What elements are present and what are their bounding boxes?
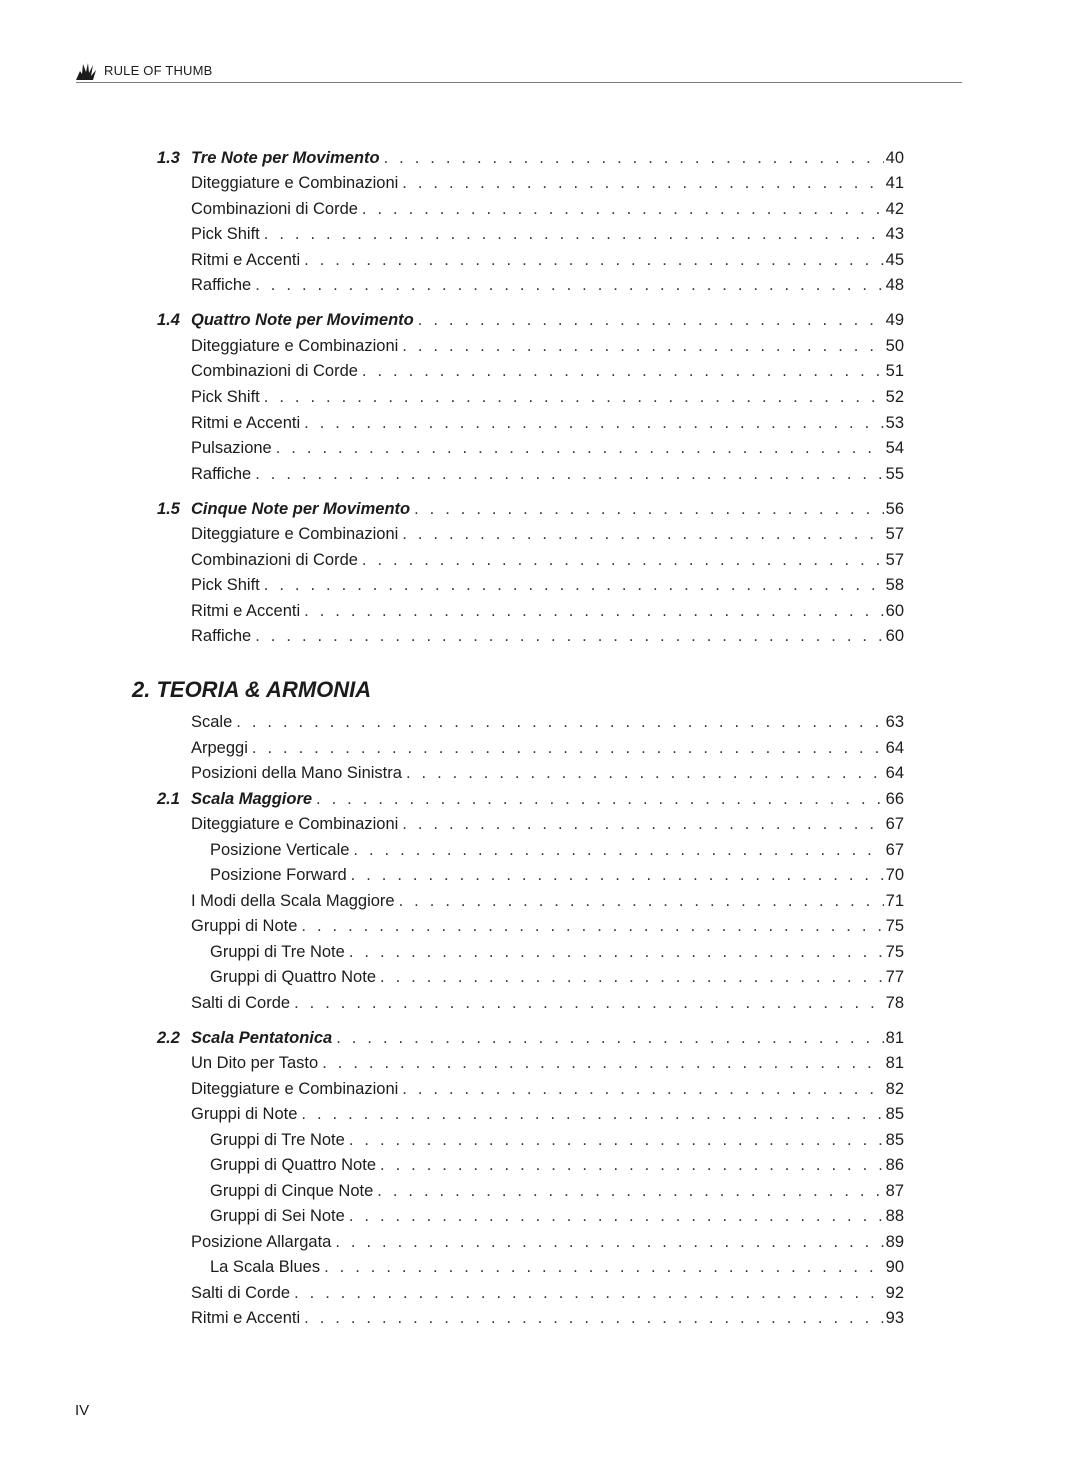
toc-entry [191, 171, 904, 195]
toc-entry [191, 1077, 904, 1101]
toc-subentry [210, 1179, 904, 1203]
toc-entry [191, 624, 904, 648]
entry-page: 66 [885, 790, 904, 808]
dot-leader [402, 812, 883, 836]
entry-page: 55 [885, 465, 904, 483]
entry-page: 64 [885, 764, 904, 782]
entry-title: Diteggiature e Combinazioni [191, 174, 399, 192]
entry-title: Ritmi e Accenti [191, 1309, 301, 1327]
dot-leader [399, 889, 884, 913]
entry-title: Ritmi e Accenti [191, 414, 301, 432]
toc-subentry [210, 838, 904, 862]
entry-page: 88 [885, 1207, 904, 1225]
dot-leader [402, 334, 883, 358]
entry-page: 86 [885, 1156, 904, 1174]
section-number: 1.5 [157, 500, 180, 518]
entry-page: 42 [885, 200, 904, 218]
dot-leader [362, 359, 884, 383]
entry-title: Ritmi e Accenti [191, 251, 301, 269]
entry-title: Posizione Allargata [191, 1233, 332, 1251]
entry-page: 63 [885, 713, 904, 731]
dot-leader [380, 965, 884, 989]
entry-page: 52 [885, 388, 904, 406]
dot-leader [301, 914, 883, 938]
toc-section-entry [157, 787, 904, 811]
entry-page: 82 [885, 1080, 904, 1098]
toc-subentry [210, 1153, 904, 1177]
toc-entry [191, 522, 904, 546]
entry-title: I Modi della Scala Maggiore [191, 892, 395, 910]
entry-page: 50 [885, 337, 904, 355]
dot-leader [304, 599, 884, 623]
dot-leader [236, 710, 883, 734]
toc-entry [191, 273, 904, 297]
entry-title: Diteggiature e Combinazioni [191, 525, 399, 543]
entry-page: 48 [885, 276, 904, 294]
dot-leader [264, 573, 884, 597]
dot-leader [252, 736, 884, 760]
entry-title: Pick Shift [191, 576, 260, 594]
toc-entry [191, 1306, 904, 1330]
chapter-heading: 2. TEORIA & ARMONIA [132, 677, 372, 702]
entry-page: 75 [885, 917, 904, 935]
entry-title: Gruppi di Quattro Note [210, 1156, 376, 1174]
dot-leader [380, 1153, 884, 1177]
toc-entry [191, 436, 904, 460]
entry-page: 40 [885, 149, 904, 167]
entry-page: 51 [885, 362, 904, 380]
dot-leader [294, 991, 884, 1015]
dot-leader [335, 1230, 883, 1254]
entry-page: 45 [885, 251, 904, 269]
entry-title: Diteggiature e Combinazioni [191, 337, 399, 355]
dot-leader [402, 171, 883, 195]
toc-entry [191, 991, 904, 1015]
dot-leader [255, 462, 883, 486]
entry-page: 64 [885, 739, 904, 757]
entry-title: La Scala Blues [210, 1258, 321, 1276]
toc-entry [191, 1230, 904, 1254]
entry-page: 89 [885, 1233, 904, 1251]
toc-subentry [210, 1255, 904, 1279]
entry-title: Gruppi di Note [191, 917, 298, 935]
entry-title: Diteggiature e Combinazioni [191, 1080, 399, 1098]
entry-page: 77 [885, 968, 904, 986]
entry-title: Gruppi di Cinque Note [210, 1182, 374, 1200]
entry-page: 60 [885, 627, 904, 645]
toc-entry [191, 1281, 904, 1305]
entry-title: Scala Maggiore [191, 790, 313, 808]
toc-entry [191, 599, 904, 623]
entry-title: Posizione Verticale [210, 841, 350, 859]
dot-leader [304, 1306, 884, 1330]
entry-page: 53 [885, 414, 904, 432]
entry-page: 67 [885, 815, 904, 833]
entry-page: 81 [885, 1029, 904, 1047]
entry-title: Combinazioni di Corde [191, 362, 358, 380]
dot-leader [304, 411, 884, 435]
entry-title: Diteggiature e Combinazioni [191, 815, 399, 833]
toc-entry [191, 334, 904, 358]
toc-entry [191, 761, 904, 785]
toc-entry [191, 359, 904, 383]
entry-page: 41 [885, 174, 904, 192]
entry-title: Un Dito per Tasto [191, 1054, 319, 1072]
entry-title: Gruppi di Tre Note [210, 943, 345, 961]
dot-leader [264, 222, 884, 246]
toc-subentry [210, 1204, 904, 1228]
dot-leader [402, 522, 883, 546]
entry-title: Salti di Corde [191, 1284, 291, 1302]
toc-subentry [210, 965, 904, 989]
dot-leader [377, 1179, 883, 1203]
section-number: 1.4 [157, 311, 180, 329]
entry-title: Gruppi di Note [191, 1105, 298, 1123]
dot-leader [255, 273, 883, 297]
toc-entry [191, 222, 904, 246]
entry-page: 93 [885, 1309, 904, 1327]
toc-section-entry [157, 146, 904, 170]
entry-title: Posizione Forward [210, 866, 347, 884]
entry-title: Gruppi di Sei Note [210, 1207, 345, 1225]
dot-leader [264, 385, 884, 409]
entry-page: 71 [885, 892, 904, 910]
entry-title: Raffiche [191, 276, 252, 294]
dot-leader [353, 838, 883, 862]
toc-section-entry [157, 497, 904, 521]
dot-leader [324, 1255, 884, 1279]
dot-leader [349, 1204, 884, 1228]
entry-title: Tre Note per Movimento [191, 149, 380, 167]
entry-page: 85 [885, 1105, 904, 1123]
toc-entry [191, 736, 904, 760]
entry-page: 43 [885, 225, 904, 243]
entry-page: 81 [885, 1054, 904, 1072]
entry-title: Cinque Note per Movimento [191, 500, 411, 518]
toc-entry [191, 812, 904, 836]
entry-page: 78 [885, 994, 904, 1012]
entry-page: 58 [885, 576, 904, 594]
entry-title: Gruppi di Tre Note [210, 1131, 345, 1149]
dot-leader [322, 1051, 883, 1075]
dot-leader [418, 308, 884, 332]
entry-page: 90 [885, 1258, 904, 1276]
entry-page: 67 [885, 841, 904, 859]
entry-page: 57 [885, 551, 904, 569]
entry-page: 87 [885, 1182, 904, 1200]
dot-leader [349, 940, 884, 964]
section-number: 1.3 [157, 149, 180, 167]
dot-leader [362, 197, 884, 221]
entry-title: Salti di Corde [191, 994, 291, 1012]
entry-page: 60 [885, 602, 904, 620]
entry-title: Quattro Note per Movimento [191, 311, 414, 329]
dot-leader [255, 624, 883, 648]
dot-leader [351, 863, 884, 887]
entry-title: Pick Shift [191, 225, 260, 243]
entry-page: 75 [885, 943, 904, 961]
dot-leader [316, 787, 884, 811]
toc-entry [191, 411, 904, 435]
entry-title: Combinazioni di Corde [191, 551, 358, 569]
dot-leader [349, 1128, 884, 1152]
entry-title: Arpeggi [191, 739, 248, 757]
page-number: IV [75, 1402, 90, 1419]
entry-title: Combinazioni di Corde [191, 200, 358, 218]
toc-subentry [210, 1128, 904, 1152]
entry-title: Raffiche [191, 627, 252, 645]
toc-entry [191, 1051, 904, 1075]
section-number: 2.1 [157, 790, 180, 808]
dot-leader [414, 497, 884, 521]
dot-leader [336, 1026, 883, 1050]
header-title: RULE OF THUMB [104, 63, 213, 78]
toc-entry [191, 385, 904, 409]
toc-entry [191, 462, 904, 486]
entry-title: Raffiche [191, 465, 252, 483]
running-header [76, 62, 962, 83]
dot-leader [276, 436, 884, 460]
entry-title: Pick Shift [191, 388, 260, 406]
toc-entry [191, 1102, 904, 1126]
entry-page: 56 [885, 500, 904, 518]
entry-page: 92 [885, 1284, 904, 1302]
entry-title: Scale [191, 713, 233, 731]
entry-page: 70 [885, 866, 904, 884]
entry-title: Pulsazione [191, 439, 272, 457]
toc-entry [191, 248, 904, 272]
toc-entry [191, 710, 904, 734]
toc-section-entry [157, 1026, 904, 1050]
entry-page: 49 [885, 311, 904, 329]
toc-entry [191, 197, 904, 221]
entry-title: Gruppi di Quattro Note [210, 968, 376, 986]
toc-entry [191, 573, 904, 597]
toc-section-entry [157, 308, 904, 332]
toc-entry [191, 548, 904, 572]
dot-leader [362, 548, 884, 572]
toc-subentry [210, 863, 904, 887]
toc-entry [191, 914, 904, 938]
hand-logo-icon [76, 62, 96, 80]
dot-leader [294, 1281, 884, 1305]
dot-leader [301, 1102, 883, 1126]
section-number: 2.2 [157, 1029, 180, 1047]
toc-subentry [210, 940, 904, 964]
dot-leader [406, 761, 884, 785]
dot-leader [304, 248, 884, 272]
entry-page: 54 [885, 439, 904, 457]
entry-page: 57 [885, 525, 904, 543]
entry-page: 85 [885, 1131, 904, 1149]
dot-leader [402, 1077, 883, 1101]
entry-title: Posizioni della Mano Sinistra [191, 764, 402, 782]
entry-title: Scala Pentatonica [191, 1029, 333, 1047]
toc-entry [191, 889, 904, 913]
dot-leader [384, 146, 884, 170]
entry-title: Ritmi e Accenti [191, 602, 301, 620]
